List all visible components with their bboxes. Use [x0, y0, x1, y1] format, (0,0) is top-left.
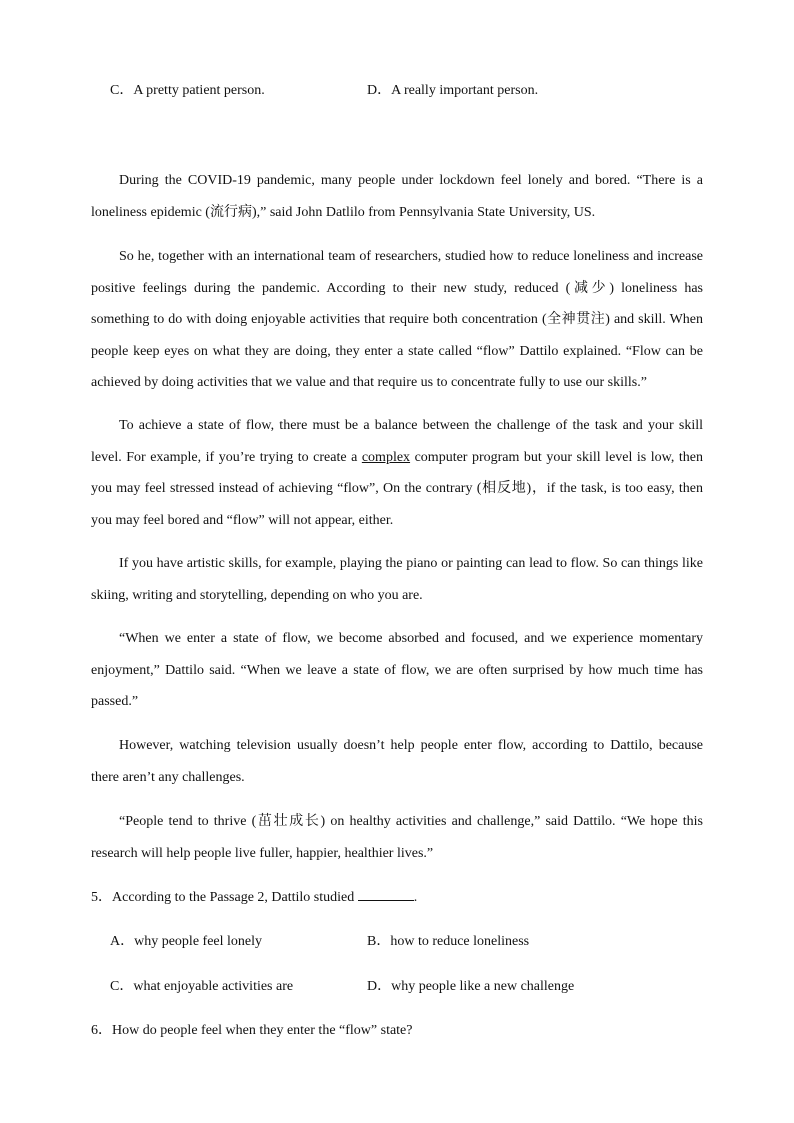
question-5	[91, 888, 417, 908]
option-a: A．why people feel lonely	[110, 934, 263, 949]
question-6-stem: 6．How do people feel when they enter the “flow” state?	[91, 1023, 413, 1038]
passage-paragraph-5: “When we enter a state of flow, we become absorbed and focused, and we experience momentary enjoyment,” Dattilo said. “When we leave a state of flow, we are often surprised by how much time has passed.”	[91, 631, 703, 709]
question-5-stem: 5．According to the Passage 2, Dattilo studied	[91, 890, 355, 905]
passage-paragraph-2: So he, together with an international team of researchers, studied how to reduce loneliness and increase positive feelings during the pandemic. According to their new study, reduced (减少) loneliness has something to do with doing enjoyable activities that require both concentration (全神贯注) and skill. When people keep eyes on what they are doing, they enter a state called “flow” Dattilo explained. “Flow can be achieved by doing activities that we value and that require us to concentrate fully to use our skills.”	[91, 249, 703, 390]
passage-paragraph-3	[91, 410, 703, 536]
option-d: D．why people like a new challenge	[367, 979, 575, 994]
option-c: C．A pretty patient person.	[110, 83, 265, 98]
answer-blank	[358, 888, 414, 901]
option-c: C．what enjoyable activities are	[110, 979, 294, 994]
paragraph-3-text-end: computer program but your skill level is low, then you may feel stressed instead of achieving “flow”, On the contrary (相反地)，if the task, is too easy, then you may feel bored and “flow” will not appear, either.	[91, 449, 703, 528]
paragraph-3-text-start: To achieve a state of flow, there must be a balance between the challenge of the task and your skill level. For example, if you’re trying to create a	[91, 418, 703, 465]
question-6	[91, 1021, 413, 1041]
passage-paragraph-7: “People tend to thrive (茁壮成长) on healthy activities and challenge,” said Dattilo. “We hope this research will help people live fuller, happier, healthier lives.”	[91, 814, 703, 861]
question-5-end: .	[413, 890, 418, 905]
passage-paragraph-6: However, watching television usually doesn’t help people enter flow, according to Dattilo, because there aren’t any challenges.	[91, 738, 703, 785]
option-b: B．how to reduce loneliness	[367, 934, 530, 949]
passage-paragraph-1: During the COVID-19 pandemic, many people under lockdown feel lonely and bored. “There is a loneliness epidemic (流行病),” said John Datlilo from Pennsylvania State University, US.	[91, 173, 703, 220]
passage-paragraph-4: If you have artistic skills, for example, playing the piano or painting can lead to flow. So can things like skiing, writing and storytelling, depending on who you are.	[91, 556, 703, 603]
option-d: D．A really important person.	[367, 83, 539, 98]
underlined-word: complex	[361, 449, 411, 465]
